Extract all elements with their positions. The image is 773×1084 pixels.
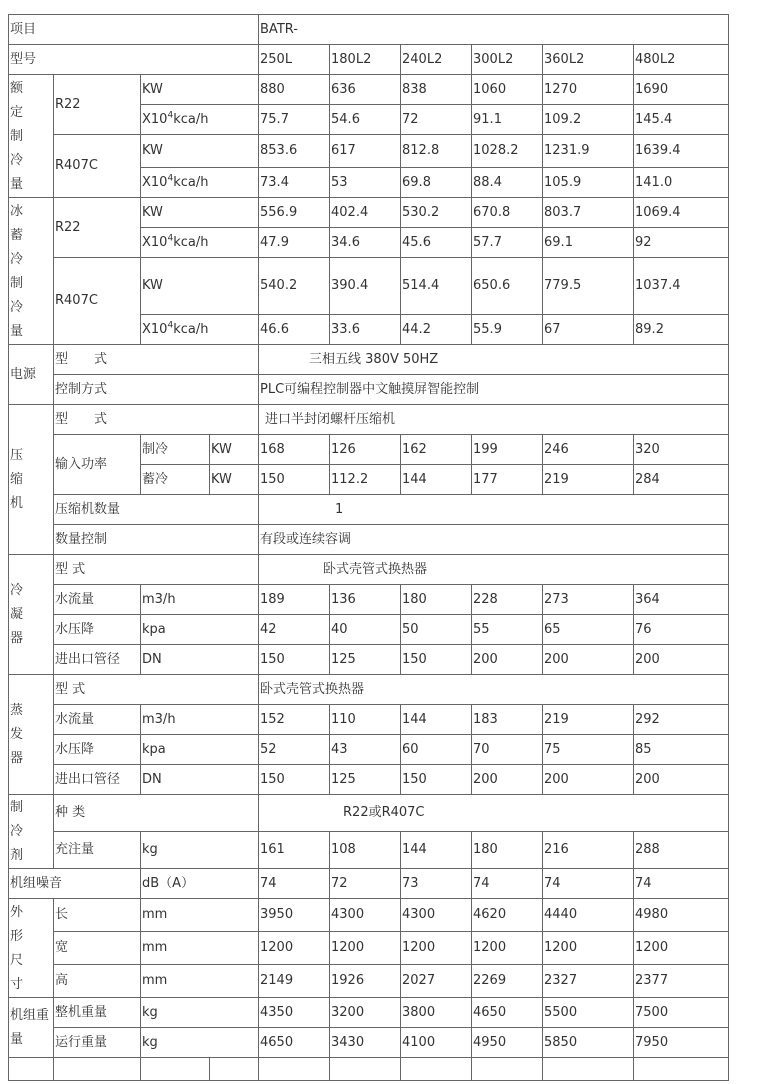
value-cell: 4980 <box>634 899 729 932</box>
value-cell: 73.4 <box>259 168 330 198</box>
value-cell: 180 <box>401 585 472 615</box>
value-cell: 838 <box>401 75 472 105</box>
mode-label: 蓄冷 <box>141 465 210 495</box>
compressor-label: 压 缩 机 <box>9 405 54 555</box>
spec-table <box>8 14 729 1081</box>
value-cell: 200 <box>634 765 729 795</box>
value-cell: 42 <box>259 615 330 645</box>
value-cell: 105.9 <box>543 168 634 198</box>
value-cell: 152 <box>259 705 330 735</box>
value-cell: 55.9 <box>472 315 543 345</box>
dimensions-label: 外 形 尺 寸 <box>9 899 54 998</box>
refrigerant-label: R22 <box>54 198 141 258</box>
value-cell: 4300 <box>330 899 401 932</box>
header-row-2 <box>9 45 729 75</box>
refrigerant-kind-value: R22或R407C <box>259 795 729 832</box>
value-cell: 180 <box>472 832 543 869</box>
value-cell: 183 <box>472 705 543 735</box>
value-cell: 246 <box>543 435 634 465</box>
value-cell: 43 <box>330 735 401 765</box>
value-cell: 161 <box>259 832 330 869</box>
rated-cooling-row <box>9 75 729 105</box>
refrigerant-row <box>9 795 729 832</box>
value-cell: 200 <box>472 765 543 795</box>
value-cell: 1639.4 <box>634 135 729 168</box>
row-label: 充注量 <box>54 832 141 869</box>
value-cell: 3200 <box>330 998 401 1028</box>
value-cell: 72 <box>330 869 401 899</box>
value-cell: 89.2 <box>634 315 729 345</box>
value-cell: 189 <box>259 585 330 615</box>
evaporator-row <box>9 675 729 705</box>
unit-cell: mm <box>141 965 259 998</box>
value-cell: 1060 <box>472 75 543 105</box>
value-cell: 2149 <box>259 965 330 998</box>
row-label: 进出口管径 <box>54 765 141 795</box>
rated-cooling-label: 额 定 制 冷 量 <box>9 75 54 198</box>
value-cell: 72 <box>401 105 472 135</box>
power-row <box>9 375 729 405</box>
value-cell: 4620 <box>472 899 543 932</box>
empty-cell <box>472 1058 543 1081</box>
condenser-row <box>9 585 729 615</box>
row-label: 长 <box>54 899 141 932</box>
value-cell: 150 <box>401 765 472 795</box>
row-label: 型 式 <box>54 405 259 435</box>
unit-cell: mm <box>141 932 259 965</box>
noise-row <box>9 869 729 899</box>
value-cell: 530.2 <box>401 198 472 228</box>
value-cell: 292 <box>634 705 729 735</box>
value-cell: 65 <box>543 615 634 645</box>
compressor-row <box>9 435 729 465</box>
refrigerant-label: R407C <box>54 135 141 198</box>
value-cell: 74 <box>259 869 330 899</box>
value-cell: 1200 <box>401 932 472 965</box>
item-label: 项目 <box>9 15 259 45</box>
model-prefix: BATR- <box>259 15 729 45</box>
row-label: 水流量 <box>54 705 141 735</box>
dimension-row <box>9 932 729 965</box>
unit-cell: kpa <box>141 735 259 765</box>
value-cell: 141.0 <box>634 168 729 198</box>
value-cell: 4350 <box>259 998 330 1028</box>
compressor-type-value: 进口半封闭螺杆压缩机 <box>259 405 729 435</box>
evaporator-row <box>9 765 729 795</box>
value-cell: 7500 <box>634 998 729 1028</box>
value-cell: 47.9 <box>259 228 330 258</box>
row-label: 控制方式 <box>54 375 259 405</box>
weight-row <box>9 998 729 1028</box>
unit-cell: DN <box>141 765 259 795</box>
condenser-row <box>9 645 729 675</box>
value-cell: 853.6 <box>259 135 330 168</box>
dimension-row <box>9 899 729 932</box>
value-cell: 1200 <box>259 932 330 965</box>
value-cell: 273 <box>543 585 634 615</box>
value-cell: 150 <box>259 465 330 495</box>
empty-cell <box>259 1058 330 1081</box>
row-label: 整机重量 <box>54 998 141 1028</box>
header-row-1 <box>9 15 729 45</box>
value-cell: 4950 <box>472 1028 543 1058</box>
condenser-row <box>9 555 729 585</box>
value-cell: 617 <box>330 135 401 168</box>
value-cell: 150 <box>401 645 472 675</box>
value-cell: 75.7 <box>259 105 330 135</box>
weight-row <box>9 1028 729 1058</box>
value-cell: 125 <box>330 645 401 675</box>
row-label: 型 式 <box>54 345 259 375</box>
value-cell: 4650 <box>259 1028 330 1058</box>
empty-cell <box>401 1058 472 1081</box>
rated-cooling-row <box>9 135 729 168</box>
value-cell: 803.7 <box>543 198 634 228</box>
unit-cell: m3/h <box>141 705 259 735</box>
unit-cell: m3/h <box>141 585 259 615</box>
value-cell: 60 <box>401 735 472 765</box>
value-cell: 514.4 <box>401 258 472 315</box>
value-cell: 150 <box>259 645 330 675</box>
value-cell: 136 <box>330 585 401 615</box>
row-label: 压缩机数量 <box>54 495 259 525</box>
value-cell: 126 <box>330 435 401 465</box>
qty-control-value: 有段或连续容调 <box>259 525 729 555</box>
value-cell: 125 <box>330 765 401 795</box>
value-cell: 73 <box>401 869 472 899</box>
value-cell: 540.2 <box>259 258 330 315</box>
ice-cooling-row <box>9 258 729 315</box>
ice-cooling-row <box>9 198 729 228</box>
row-label: 宽 <box>54 932 141 965</box>
value-cell: 200 <box>543 765 634 795</box>
value-cell: 85 <box>634 735 729 765</box>
noise-label: 机组噪音 <box>9 869 141 899</box>
value-cell: 40 <box>330 615 401 645</box>
value-cell: 219 <box>543 465 634 495</box>
value-cell: 3430 <box>330 1028 401 1058</box>
value-cell: 108 <box>330 832 401 869</box>
unit-cell: DN <box>141 645 259 675</box>
row-label: 水压降 <box>54 735 141 765</box>
value-cell: 288 <box>634 832 729 869</box>
empty-cell <box>54 1058 141 1081</box>
value-cell: 320 <box>634 435 729 465</box>
value-cell: 1926 <box>330 965 401 998</box>
row-label: 运行重量 <box>54 1028 141 1058</box>
evaporator-label: 蒸 发 器 <box>9 675 54 795</box>
value-cell: 636 <box>330 75 401 105</box>
value-cell: 3950 <box>259 899 330 932</box>
value-cell: 44.2 <box>401 315 472 345</box>
value-cell: 110 <box>330 705 401 735</box>
value-cell: 109.2 <box>543 105 634 135</box>
value-cell: 144 <box>401 465 472 495</box>
value-cell: 3800 <box>401 998 472 1028</box>
value-cell: 162 <box>401 435 472 465</box>
refrigerant-label: R22 <box>54 75 141 135</box>
value-cell: 390.4 <box>330 258 401 315</box>
value-cell: 144 <box>401 705 472 735</box>
value-cell: 7950 <box>634 1028 729 1058</box>
unit-cell: KW <box>210 465 259 495</box>
unit-cell: mm <box>141 899 259 932</box>
input-power-label: 输入功率 <box>54 435 141 495</box>
value-cell: 228 <box>472 585 543 615</box>
value-cell: 4650 <box>472 998 543 1028</box>
evaporator-type-value: 卧式壳管式换热器 <box>259 675 729 705</box>
evaporator-row <box>9 705 729 735</box>
value-cell: 74 <box>543 869 634 899</box>
row-label: 水压降 <box>54 615 141 645</box>
value-cell: 177 <box>472 465 543 495</box>
weight-label: 机组重量 <box>9 998 54 1058</box>
value-cell: 70 <box>472 735 543 765</box>
value-cell: 779.5 <box>543 258 634 315</box>
value-cell: 200 <box>472 645 543 675</box>
value-cell: 1200 <box>330 932 401 965</box>
empty-cell <box>543 1058 634 1081</box>
empty-cell <box>9 1058 54 1081</box>
unit-cell: KW <box>141 135 259 168</box>
value-cell: 2269 <box>472 965 543 998</box>
value-cell: 69.1 <box>543 228 634 258</box>
value-cell: 219 <box>543 705 634 735</box>
empty-row <box>9 1058 729 1081</box>
value-cell: 75 <box>543 735 634 765</box>
value-cell: 216 <box>543 832 634 869</box>
unit-cell: $X10^4kca/h$ <box>141 228 259 258</box>
value-cell: 1200 <box>472 932 543 965</box>
value-cell: 74 <box>472 869 543 899</box>
value-cell: 145.4 <box>634 105 729 135</box>
empty-cell <box>210 1058 259 1081</box>
unit-cell: kpa <box>141 615 259 645</box>
power-control-value: PLC可编程控制器中文触摸屏智能控制 <box>259 375 729 405</box>
value-cell: 112.2 <box>330 465 401 495</box>
value-cell: 2377 <box>634 965 729 998</box>
ice-cooling-label: 冰 蓄 冷 制 冷 量 <box>9 198 54 345</box>
model-label: 型号 <box>9 45 259 75</box>
unit-cell: kg <box>141 1028 259 1058</box>
model-cell: 480L2 <box>634 45 729 75</box>
row-label: 进出口管径 <box>54 645 141 675</box>
value-cell: 670.8 <box>472 198 543 228</box>
unit-cell: $X10^4kca/h$ <box>141 315 259 345</box>
value-cell: 45.6 <box>401 228 472 258</box>
unit-cell: kg <box>141 832 259 869</box>
value-cell: 69.8 <box>401 168 472 198</box>
model-cell: 300L2 <box>472 45 543 75</box>
value-cell: 5850 <box>543 1028 634 1058</box>
value-cell: 284 <box>634 465 729 495</box>
value-cell: 4300 <box>401 899 472 932</box>
dimension-row <box>9 965 729 998</box>
condenser-row <box>9 615 729 645</box>
value-cell: 168 <box>259 435 330 465</box>
unit-cell: $X10^4kca/h$ <box>141 105 259 135</box>
value-cell: 1028.2 <box>472 135 543 168</box>
value-cell: 74 <box>634 869 729 899</box>
model-cell: 250L <box>259 45 330 75</box>
empty-cell <box>141 1058 210 1081</box>
value-cell: 812.8 <box>401 135 472 168</box>
compressor-count-value: 1 <box>259 495 729 525</box>
value-cell: 55 <box>472 615 543 645</box>
evaporator-row <box>9 735 729 765</box>
power-row <box>9 345 729 375</box>
value-cell: 88.4 <box>472 168 543 198</box>
value-cell: 52 <box>259 735 330 765</box>
value-cell: 67 <box>543 315 634 345</box>
refrigerant-row <box>9 832 729 869</box>
value-cell: 199 <box>472 435 543 465</box>
model-cell: 180L2 <box>330 45 401 75</box>
value-cell: 46.6 <box>259 315 330 345</box>
mode-label: 制冷 <box>141 435 210 465</box>
value-cell: 1200 <box>634 932 729 965</box>
power-type-value: 三相五线 380V 50HZ <box>259 345 729 375</box>
model-cell: 360L2 <box>543 45 634 75</box>
value-cell: 33.6 <box>330 315 401 345</box>
value-cell: 556.9 <box>259 198 330 228</box>
row-label: 高 <box>54 965 141 998</box>
compressor-row <box>9 495 729 525</box>
compressor-row <box>9 525 729 555</box>
value-cell: 50 <box>401 615 472 645</box>
condenser-type-value: 卧式壳管式换热器 <box>259 555 729 585</box>
value-cell: 1270 <box>543 75 634 105</box>
value-cell: 1200 <box>543 932 634 965</box>
value-cell: 144 <box>401 832 472 869</box>
unit-cell: dB（A） <box>141 869 259 899</box>
unit-cell: $X10^4kca/h$ <box>141 168 259 198</box>
unit-cell: kg <box>141 998 259 1028</box>
value-cell: 5500 <box>543 998 634 1028</box>
refrigerant-section-label: 制 冷 剂 <box>9 795 54 869</box>
value-cell: 2027 <box>401 965 472 998</box>
value-cell: 880 <box>259 75 330 105</box>
condenser-label: 冷 凝 器 <box>9 555 54 675</box>
value-cell: 364 <box>634 585 729 615</box>
value-cell: 1069.4 <box>634 198 729 228</box>
value-cell: 34.6 <box>330 228 401 258</box>
value-cell: 4440 <box>543 899 634 932</box>
row-label: 数量控制 <box>54 525 259 555</box>
value-cell: 402.4 <box>330 198 401 228</box>
value-cell: 92 <box>634 228 729 258</box>
unit-cell: KW <box>141 258 259 315</box>
value-cell: 54.6 <box>330 105 401 135</box>
value-cell: 150 <box>259 765 330 795</box>
empty-cell <box>634 1058 729 1081</box>
empty-cell <box>330 1058 401 1081</box>
row-label: 水流量 <box>54 585 141 615</box>
compressor-row <box>9 405 729 435</box>
row-label: 种 类 <box>54 795 259 832</box>
value-cell: 4100 <box>401 1028 472 1058</box>
power-label: 电源 <box>9 345 54 405</box>
value-cell: 76 <box>634 615 729 645</box>
value-cell: 53 <box>330 168 401 198</box>
value-cell: 650.6 <box>472 258 543 315</box>
unit-cell: KW <box>141 75 259 105</box>
value-cell: 1690 <box>634 75 729 105</box>
unit-cell: KW <box>210 435 259 465</box>
row-label: 型 式 <box>54 555 259 585</box>
value-cell: 91.1 <box>472 105 543 135</box>
value-cell: 200 <box>543 645 634 675</box>
value-cell: 57.7 <box>472 228 543 258</box>
value-cell: 1037.4 <box>634 258 729 315</box>
value-cell: 200 <box>634 645 729 675</box>
unit-cell: KW <box>141 198 259 228</box>
model-cell: 240L2 <box>401 45 472 75</box>
row-label: 型 式 <box>54 675 259 705</box>
refrigerant-label: R407C <box>54 258 141 345</box>
value-cell: 1231.9 <box>543 135 634 168</box>
value-cell: 2327 <box>543 965 634 998</box>
